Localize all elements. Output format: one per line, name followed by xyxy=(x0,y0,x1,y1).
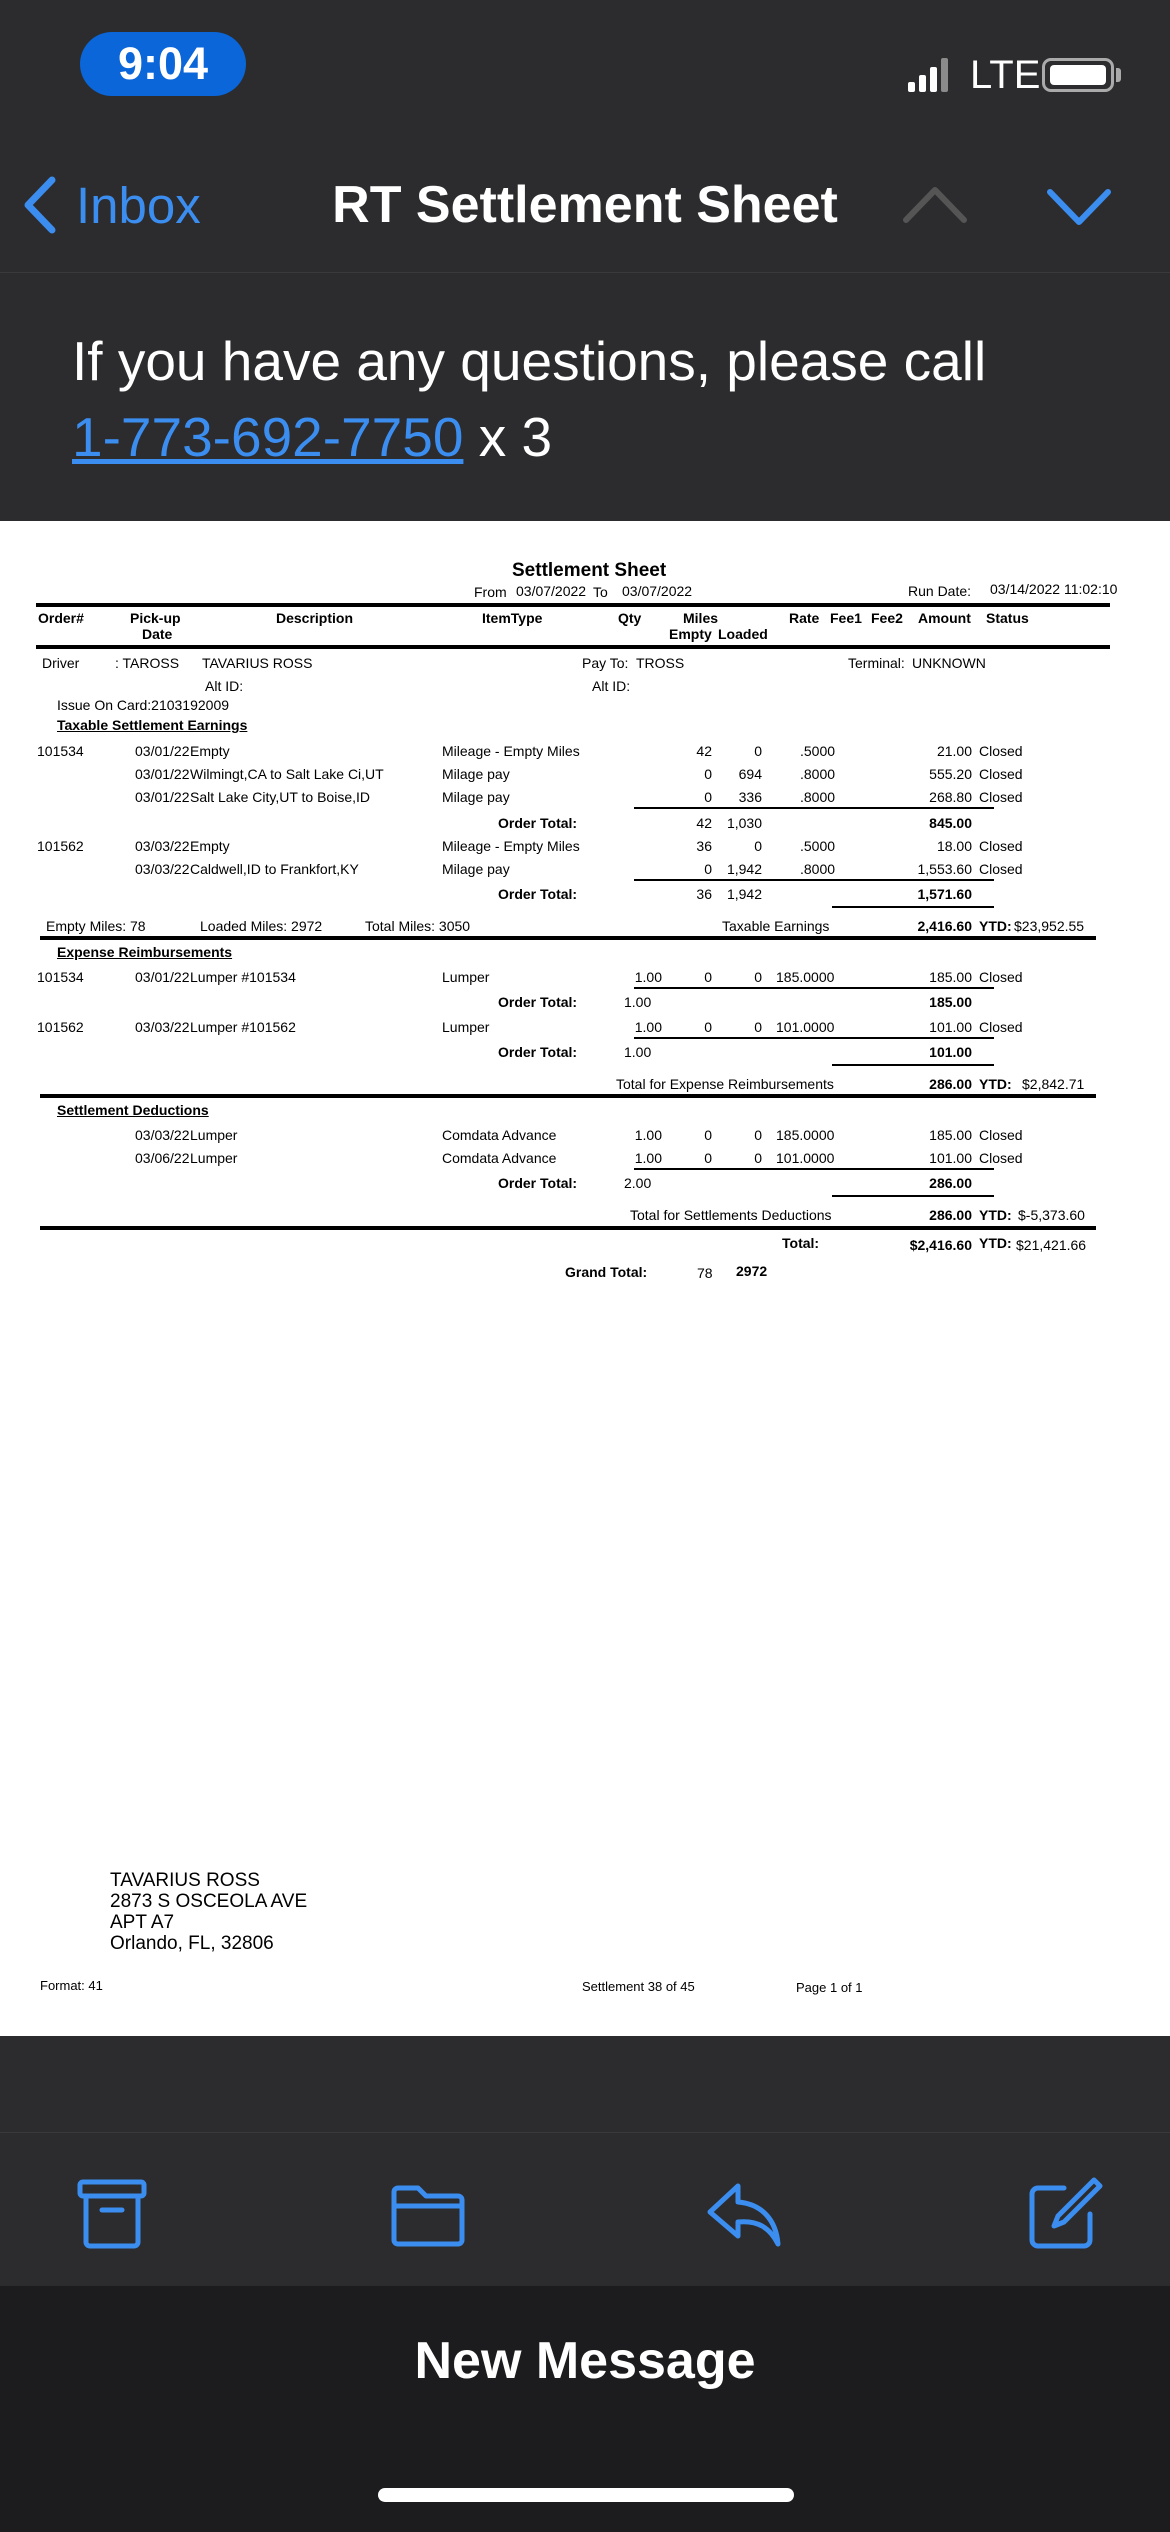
loaded-miles-summary: Loaded Miles: 2972 xyxy=(200,918,323,934)
col-description: Description xyxy=(276,610,354,626)
grand-total-label: Grand Total: xyxy=(565,1264,648,1280)
status-bar xyxy=(0,0,1170,130)
description: Lumper xyxy=(190,1127,238,1143)
empty-miles: 0 xyxy=(704,969,712,985)
item-type: Milage pay xyxy=(442,861,510,877)
order-number: 101562 xyxy=(37,838,84,854)
mail-toolbar xyxy=(0,2036,1170,2286)
col-itemtype: ItemType xyxy=(482,610,543,626)
pickup-date: 03/03/22 xyxy=(135,838,190,854)
to-label: To xyxy=(593,584,608,600)
pickup-date: 03/03/22 xyxy=(135,1019,190,1035)
rate: 101.0000 xyxy=(776,1019,835,1035)
loaded-miles: 0 xyxy=(754,1150,762,1166)
empty-miles: 0 xyxy=(704,1019,712,1035)
pickup-date: 03/06/22 xyxy=(135,1150,190,1166)
order-total-empty: 36 xyxy=(696,886,712,902)
col-pickup: Pick-up xyxy=(130,610,181,626)
folder-icon[interactable] xyxy=(388,2176,468,2252)
message-body xyxy=(0,273,1170,521)
order-number: 101562 xyxy=(37,1019,84,1035)
chevron-down-icon[interactable] xyxy=(1044,176,1114,236)
item-type: Milage pay xyxy=(442,789,510,805)
col-fee1: Fee1 xyxy=(830,610,862,626)
order-total-empty: 42 xyxy=(696,815,712,831)
order-total-amount: 185.00 xyxy=(929,994,972,1010)
order-total-rule xyxy=(634,879,994,881)
deduction-total-value: 286.00 xyxy=(929,1207,972,1223)
empty-miles: 0 xyxy=(704,766,712,782)
battery-level xyxy=(1050,65,1106,85)
phone-number-link[interactable]: 1-773-692-7750 xyxy=(72,406,464,468)
status: Closed xyxy=(979,766,1023,782)
chevron-left-icon xyxy=(22,176,58,234)
rate: .8000 xyxy=(800,861,836,877)
empty-miles: 0 xyxy=(704,1127,712,1143)
col-date: Date xyxy=(142,626,173,642)
col-status: Status xyxy=(986,610,1029,626)
empty-miles-summary: Empty Miles: 78 xyxy=(46,918,146,934)
pickup-date: 03/01/22 xyxy=(135,766,190,782)
run-date: 03/14/2022 11:02:10 xyxy=(990,581,1118,597)
order-total-rule xyxy=(634,1037,994,1039)
section-settlement-deductions: Settlement Deductions xyxy=(57,1102,209,1118)
amount: 1,553.60 xyxy=(917,861,972,877)
rate: 101.0000 xyxy=(776,1150,835,1166)
col-fee2: Fee2 xyxy=(871,610,903,626)
item-type: Milage pay xyxy=(442,766,510,782)
status: Closed xyxy=(979,838,1023,854)
rate: 185.0000 xyxy=(776,1127,835,1143)
terminal-label: Terminal: xyxy=(848,655,905,671)
section-rule xyxy=(40,936,1096,940)
order-total-amount: 1,571.60 xyxy=(917,886,972,902)
col-rate: Rate xyxy=(789,610,820,626)
item-type: Mileage - Empty Miles xyxy=(442,743,580,759)
amount: 18.00 xyxy=(936,838,972,854)
from-date: 03/07/2022 xyxy=(516,583,587,599)
loaded-miles: 0 xyxy=(754,1127,762,1143)
order-total-amount: 845.00 xyxy=(929,815,972,831)
rate: 185.0000 xyxy=(776,969,835,985)
new-message-title: New Message xyxy=(414,2332,756,2390)
description: Empty xyxy=(190,743,230,759)
altid-label-payto: Alt ID: xyxy=(592,678,631,694)
phone-extension: x 3 xyxy=(463,406,553,468)
subtotal-rule xyxy=(832,1064,994,1066)
amount: 185.00 xyxy=(929,969,972,985)
description: Lumper #101534 xyxy=(190,969,296,985)
total-miles-summary: Total Miles: 3050 xyxy=(365,918,471,934)
intro-text: If you have any questions, please call xyxy=(72,330,987,392)
empty-miles: 0 xyxy=(704,1150,712,1166)
back-to-inbox-button[interactable] xyxy=(22,170,201,240)
ytd-label: YTD: xyxy=(979,1207,1012,1223)
total-label: Total: xyxy=(782,1235,820,1251)
col-order: Order# xyxy=(38,610,84,626)
archive-icon[interactable] xyxy=(72,2176,152,2252)
order-total-qty: 2.00 xyxy=(624,1175,652,1191)
section-rule xyxy=(40,1226,1096,1230)
pickup-date: 03/01/22 xyxy=(135,969,190,985)
email-subject-title: RT Settlement Sheet xyxy=(332,176,838,234)
order-total-label: Order Total: xyxy=(498,886,578,902)
order-total-label: Order Total: xyxy=(498,994,578,1010)
network-type-label: LTE xyxy=(970,53,1041,97)
subtotal-rule xyxy=(832,906,994,908)
page-number: Page 1 of 1 xyxy=(796,1980,863,1995)
compose-icon[interactable] xyxy=(1024,2176,1104,2252)
subtotal-rule xyxy=(832,1195,994,1197)
loaded-miles: 0 xyxy=(754,1019,762,1035)
payto-value: TROSS xyxy=(636,655,685,671)
order-total-amount: 286.00 xyxy=(929,1175,972,1191)
order-total-label: Order Total: xyxy=(498,1175,578,1191)
section-expense-reimbursements: Expense Reimbursements xyxy=(57,944,233,960)
cellular-signal-icon xyxy=(908,58,950,92)
quantity: 1.00 xyxy=(634,1150,662,1166)
driver-code: : TAROSS xyxy=(115,655,180,671)
order-total-rule xyxy=(634,807,994,809)
driver-name: TAVARIUS ROSS xyxy=(202,655,313,671)
toolbar-divider xyxy=(0,2132,1170,2133)
description: Wilmingt,CA to Salt Lake Ci,UT xyxy=(190,766,384,782)
order-total-qty: 1.00 xyxy=(624,994,652,1010)
doc-title: Settlement Sheet xyxy=(512,560,667,581)
section-rule xyxy=(40,1094,1096,1098)
loaded-miles: 0 xyxy=(754,743,762,759)
header-rule-bottom xyxy=(36,645,1110,649)
address-line-street: 2873 S OSCEOLA AVE xyxy=(110,1891,308,1912)
order-number: 101534 xyxy=(37,743,84,759)
amount: 21.00 xyxy=(936,743,972,759)
reply-icon[interactable] xyxy=(704,2176,784,2252)
order-number: 101534 xyxy=(37,969,84,985)
loaded-miles: 0 xyxy=(754,838,762,854)
status: Closed xyxy=(979,861,1023,877)
order-total-qty: 1.00 xyxy=(624,1044,652,1060)
grand-total-loaded: 2972 xyxy=(736,1263,768,1279)
loaded-miles: 336 xyxy=(738,789,762,805)
order-total-label: Order Total: xyxy=(498,1044,578,1060)
rate: .8000 xyxy=(800,789,836,805)
header-rule-top xyxy=(36,603,1110,607)
battery-icon xyxy=(1042,58,1114,92)
to-date: 03/07/2022 xyxy=(622,583,693,599)
status: Closed xyxy=(979,1019,1023,1035)
col-loaded: Loaded xyxy=(718,626,768,642)
description: Lumper xyxy=(190,1150,238,1166)
order-total-label: Order Total: xyxy=(498,815,578,831)
address-line-name: TAVARIUS ROSS xyxy=(110,1870,260,1891)
amount: 101.00 xyxy=(929,1150,972,1166)
description: Caldwell,ID to Frankfort,KY xyxy=(190,861,359,877)
quantity: 1.00 xyxy=(634,969,662,985)
item-type: Comdata Advance xyxy=(442,1150,557,1166)
payto-label: Pay To: xyxy=(582,655,629,671)
address-line-city: Orlando, FL, 32806 xyxy=(110,1933,274,1954)
deduction-total-label: Total for Settlements Deductions xyxy=(630,1207,832,1223)
rate: .5000 xyxy=(800,743,836,759)
expense-total-value: 286.00 xyxy=(929,1076,972,1092)
rate: .8000 xyxy=(800,766,836,782)
col-qty: Qty xyxy=(618,610,642,626)
loaded-miles: 1,942 xyxy=(726,861,762,877)
ytd-label: YTD: xyxy=(979,1235,1012,1251)
order-total-amount: 101.00 xyxy=(929,1044,972,1060)
nav-bar xyxy=(0,130,1170,273)
ytd-label: YTD: xyxy=(979,1076,1012,1092)
taxable-earnings-label: Taxable Earnings xyxy=(722,918,830,934)
total-ytd: $21,421.66 xyxy=(1016,1237,1087,1253)
order-total-rule xyxy=(634,987,994,989)
col-miles: Miles xyxy=(683,610,719,626)
amount: 185.00 xyxy=(929,1127,972,1143)
settlement-sheet-attachment[interactable] xyxy=(0,521,1170,2036)
col-amount: Amount xyxy=(918,610,971,626)
time-pill[interactable]: 9:04 xyxy=(80,32,246,96)
status: Closed xyxy=(979,969,1023,985)
pickup-date: 03/01/22 xyxy=(135,789,190,805)
back-label: Inbox xyxy=(76,176,201,234)
chevron-up-icon[interactable] xyxy=(900,176,970,236)
from-label: From xyxy=(474,584,507,600)
message-intro xyxy=(72,323,1132,475)
pickup-date: 03/01/22 xyxy=(135,743,190,759)
taxable-earnings-value: 2,416.60 xyxy=(917,918,972,934)
pickup-date: 03/03/22 xyxy=(135,1127,190,1143)
format-label: Format: 41 xyxy=(40,1978,103,1993)
terminal-value: UNKNOWN xyxy=(912,655,986,671)
run-date-label: Run Date: xyxy=(908,583,972,599)
rate: .5000 xyxy=(800,838,836,854)
expense-total-label: Total for Expense Reimbursements xyxy=(616,1076,834,1092)
section-taxable-earnings: Taxable Settlement Earnings xyxy=(57,717,248,733)
item-type: Mileage - Empty Miles xyxy=(442,838,580,854)
order-total-loaded: 1,942 xyxy=(726,886,762,902)
loaded-miles: 694 xyxy=(738,766,762,782)
status: Closed xyxy=(979,1150,1023,1166)
ytd-label: YTD: xyxy=(979,918,1012,934)
empty-miles: 0 xyxy=(704,789,712,805)
issue-on-card: Issue On Card:2103192009 xyxy=(57,697,230,713)
order-total-rule xyxy=(634,1168,994,1170)
deduction-ytd: $-5,373.60 xyxy=(1018,1207,1085,1223)
expense-ytd: $2,842.71 xyxy=(1022,1076,1085,1092)
quantity: 1.00 xyxy=(634,1019,662,1035)
empty-miles: 36 xyxy=(696,838,712,854)
address-line-apt: APT A7 xyxy=(110,1912,175,1933)
order-total-loaded: 1,030 xyxy=(726,815,762,831)
altid-label: Alt ID: xyxy=(205,678,244,694)
driver-label: Driver xyxy=(42,655,80,671)
description: Lumper #101562 xyxy=(190,1019,296,1035)
total-value: $2,416.60 xyxy=(909,1237,972,1253)
col-empty: Empty xyxy=(669,626,712,642)
pickup-date: 03/03/22 xyxy=(135,861,190,877)
loaded-miles: 0 xyxy=(754,969,762,985)
description: Salt Lake City,UT to Boise,ID xyxy=(190,789,370,805)
item-type: Comdata Advance xyxy=(442,1127,557,1143)
description: Empty xyxy=(190,838,230,854)
grand-total-empty: 78 xyxy=(697,1265,713,1281)
home-indicator[interactable] xyxy=(378,2488,794,2502)
item-type: Lumper xyxy=(442,1019,490,1035)
empty-miles: 0 xyxy=(704,861,712,877)
taxable-ytd: $23,952.55 xyxy=(1014,918,1085,934)
amount: 555.20 xyxy=(929,766,972,782)
amount: 268.80 xyxy=(929,789,972,805)
amount: 101.00 xyxy=(929,1019,972,1035)
quantity: 1.00 xyxy=(634,1127,662,1143)
empty-miles: 42 xyxy=(696,743,712,759)
status: Closed xyxy=(979,789,1023,805)
item-type: Lumper xyxy=(442,969,490,985)
status: Closed xyxy=(979,743,1023,759)
settlement-count: Settlement 38 of 45 xyxy=(582,1979,695,1994)
battery-tip xyxy=(1116,68,1121,82)
status: Closed xyxy=(979,1127,1023,1143)
